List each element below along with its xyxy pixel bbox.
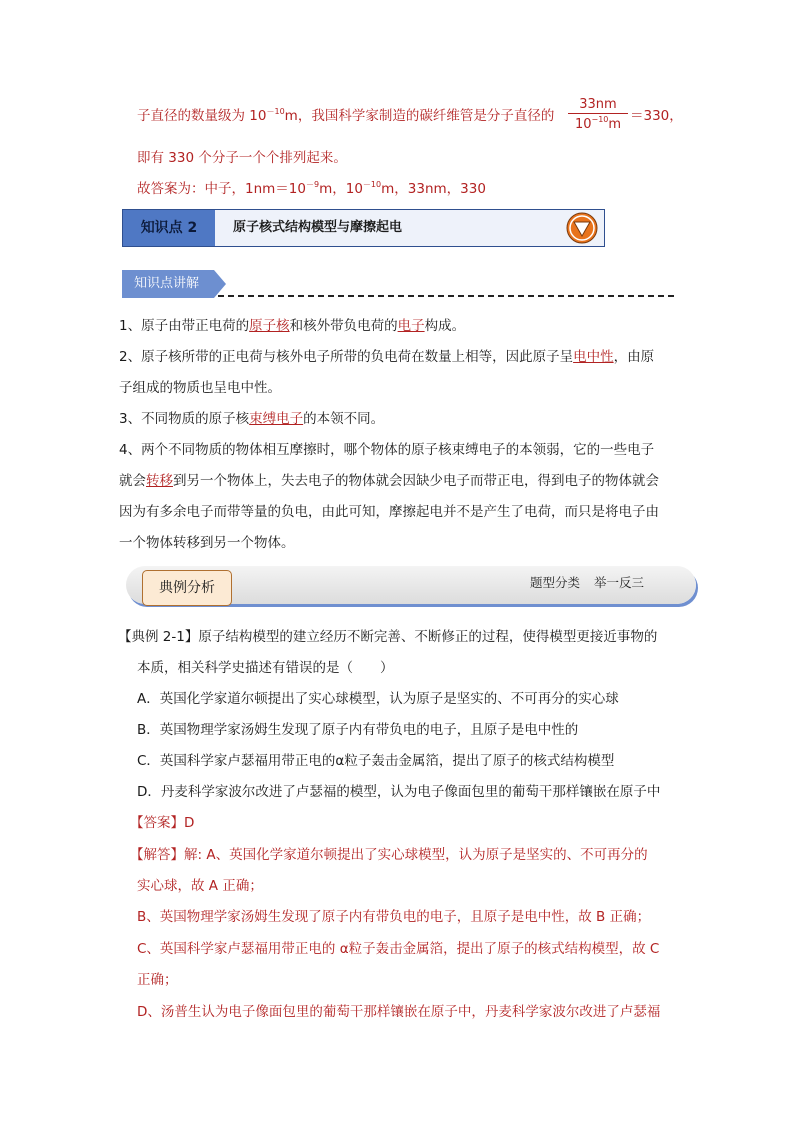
- fraction-numerator: 33nm: [568, 97, 628, 114]
- keyword: 束缚电子: [249, 411, 304, 427]
- knowledge-point-title: 原子核式结构模型与摩擦起电: [233, 220, 403, 235]
- point-2-cont: 子组成的物质也呈电中性。: [119, 380, 281, 396]
- point-text: 3、不同物质的原子核: [119, 411, 250, 427]
- analysis-label: 【解答】: [130, 847, 184, 863]
- dashed-divider: [218, 295, 674, 297]
- intro-text: m，10: [319, 181, 363, 197]
- intro-text: m，33nm，330: [381, 181, 486, 197]
- keyword: 电子: [397, 318, 425, 334]
- point-4: 4、两个不同物质的物体相互摩擦时，哪个物体的原子核束缚电子的本领弱，它的一些电子: [119, 442, 655, 458]
- analysis-line-1: [130, 843, 648, 863]
- point-text: 到另一个物体上，失去电子的物体就会因缺少电子而带正电，得到电子的物体就会: [173, 473, 659, 489]
- point-3: [119, 407, 384, 427]
- knowledge-point-tag: 知识点 2: [123, 210, 215, 246]
- example-banner-subtitle: [530, 566, 644, 600]
- triangle-down-icon: [566, 212, 598, 244]
- knowledge-point-bar: [122, 209, 605, 247]
- keyword: 电中性: [573, 349, 614, 365]
- analysis-line-4: C、英国科学家卢瑟福用带正电的 α粒子轰击金属箔，提出了原子的核式结构模型，故 C: [137, 941, 660, 957]
- intro-line-1: [137, 104, 554, 124]
- den-base: 10: [574, 117, 592, 132]
- den-exponent: −10: [591, 115, 609, 124]
- point-2: [119, 345, 654, 365]
- keyword: 转移: [146, 473, 173, 489]
- example-question-cont: 本质，相关科学史描述有错误的是（ ）: [137, 660, 394, 676]
- example-label: 【典例 2-1】: [118, 629, 199, 645]
- point-4-cont-3: 一个物体转移到另一个物体。: [119, 535, 295, 551]
- analysis-line-6: D、汤普生认为电子像面包里的葡萄干那样镶嵌在原子中，丹麦科学家波尔改进了卢瑟福: [137, 1004, 661, 1020]
- point-text: 和核外带负电荷的: [289, 318, 398, 334]
- point-text: 1、原子由带正电荷的: [119, 318, 250, 334]
- intro-line-1-tail: ＝330，: [630, 108, 683, 124]
- point-text: 2、原子核所带的正电荷与核外电子所带的负电荷在数量上相等，因此原子呈: [119, 349, 574, 365]
- question-text: 原子结构模型的建立经历不断完善、不断修正的过程，使得模型更接近事物的: [198, 629, 658, 645]
- example-banner-tag: 典例分析: [142, 570, 232, 606]
- option-b: B．英国物理学家汤姆生发现了原子内有带负电的电子，且原子是电中性的: [137, 722, 579, 738]
- banner-subtitle-1: 题型分类: [530, 575, 581, 590]
- option-c: C．英国科学家卢瑟福用带正电的α粒子轰击金属箔，提出了原子的核式结构模型: [137, 753, 615, 769]
- option-d: D．丹麦科学家波尔改进了卢瑟福的模型，认为电子像面包里的葡萄干那样镶嵌在原子中: [137, 784, 661, 800]
- analysis-line-2: 实心球，故 A 正确；: [137, 878, 263, 894]
- analysis-line-3: B、英国物理学家汤姆生发现了原子内有带负电的电子，且原子是电中性，故 B 正确；: [137, 909, 651, 925]
- analysis-line-5: 正确；: [137, 972, 178, 988]
- point-4-cont-2: 因为有多余电子而带等量的负电，由此可知，摩擦起电并不是产生了电荷，而只是将电子由: [119, 504, 659, 520]
- intro-text: m，我国科学家制造的碳纤维管是分子直径的: [284, 108, 555, 124]
- keyword: 原子核: [249, 318, 290, 334]
- point-text: 就会: [119, 473, 146, 489]
- fraction: [568, 97, 628, 132]
- point-4-cont-1: [119, 469, 659, 489]
- fraction-denominator: [568, 114, 628, 132]
- exponent: －10: [266, 107, 285, 116]
- answer: 【答案】D: [130, 815, 195, 831]
- exponent: －9: [305, 180, 320, 189]
- analysis-text: 解: A、英国化学家道尔顿提出了实心球模型，认为原子是坚实的、不可再分的: [184, 847, 648, 863]
- point-text: ，由原: [613, 349, 655, 365]
- exponent: －10: [362, 180, 382, 189]
- intro-line-3: [137, 177, 486, 197]
- point-text: 构成。: [424, 318, 466, 334]
- section-tab-label: 知识点讲解: [134, 276, 200, 291]
- intro-line-2: 即有 330 个分子一个个排列起来。: [137, 150, 347, 166]
- example-question: [118, 625, 657, 645]
- option-a: A．英国化学家道尔顿提出了实心球模型，认为原子是坚实的、不可再分的实心球: [137, 691, 619, 707]
- intro-text: 故答案为：中子，1nm＝10: [137, 181, 306, 197]
- point-text: 的本领不同。: [303, 411, 385, 427]
- point-1: [119, 314, 465, 334]
- banner-subtitle-2: 举一反三: [594, 575, 645, 590]
- intro-text: 子直径的数量级为 10: [137, 108, 267, 124]
- den-unit: m: [608, 117, 622, 132]
